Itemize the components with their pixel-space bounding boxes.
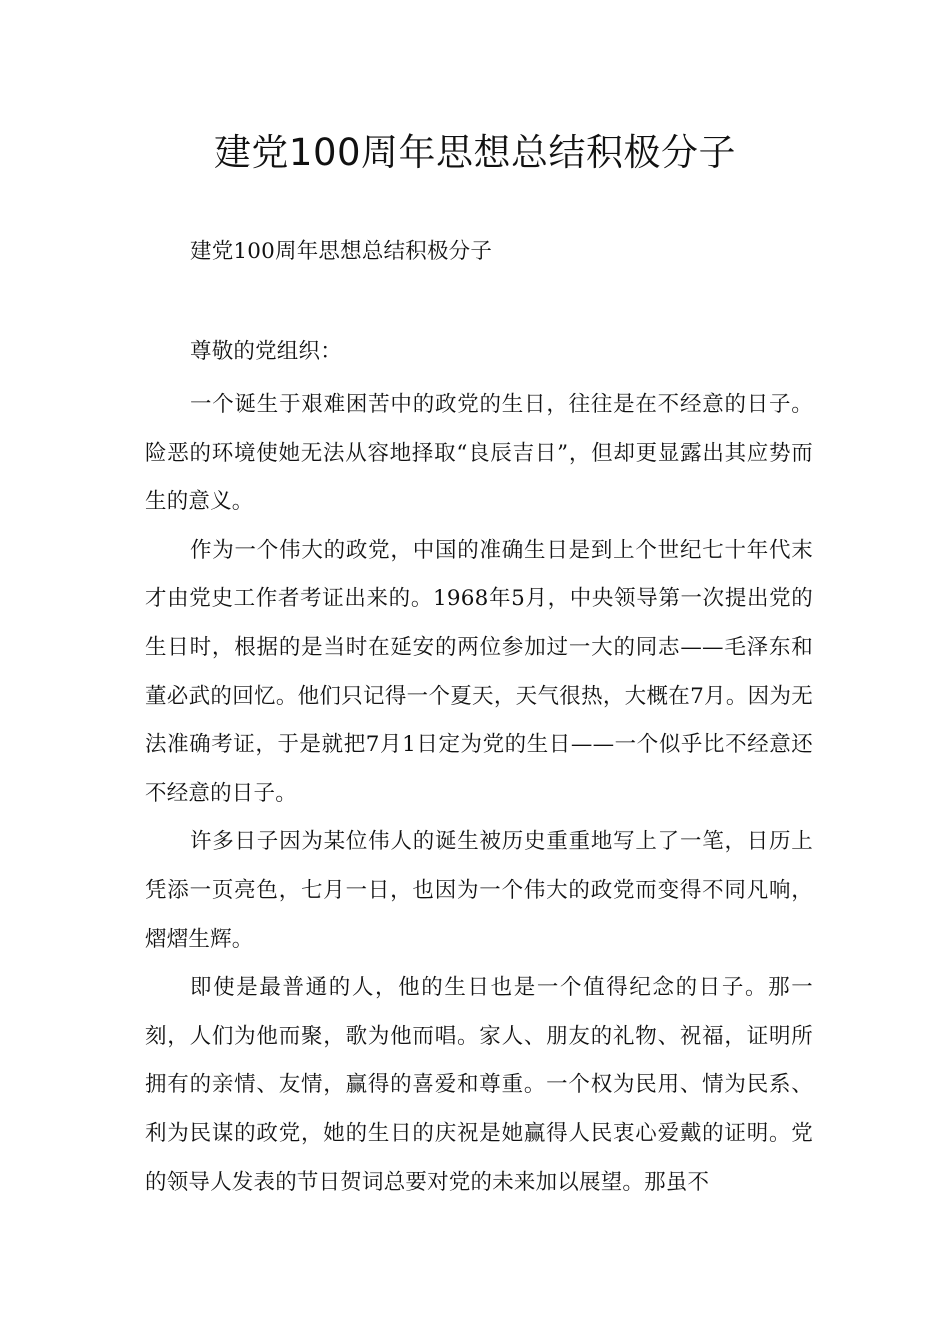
paragraph: 作为一个伟大的政党，中国的准确生日是到上个世纪七十年代末才由党史工作者考证出来的。1968年5月，中央领导第一次提出党的生日时，根据的是当时在延安的两位参加过一大的同志——毛泽东和董必武的回忆。他们只记得一个夏天，天气很热，大概在7月。因为无法准确考证，于是就把7月1日定为党的生日——一个似乎比不经意还不经意的日子。 [145,537,813,806]
paragraph: 即使是最普通的人，他的生日也是一个值得纪念的日子。那一刻，人们为他而聚，歌为他而唱。家人、朋友的礼物、祝福，证明所拥有的亲情、友情，赢得的喜爱和尊重。一个权为民用、情为民系、利为民谋的政党，她的生日的庆祝是她赢得人民衷心爱戴的证明。党的领导人发表的节日贺词总要对党的未来加以展望。那虽不 [145,975,813,1195]
paragraph: 一个诞生于艰难困苦中的政党的生日，往往是在不经意的日子。险恶的环境使她无法从容地择取“良辰吉日”，但却更显露出其应势而生的意义。 [145,392,813,515]
document-title: 建党100周年思想总结积极分子 [213,131,737,174]
document-body [145,381,813,1207]
document-subtitle: 建党100周年思想总结积极分子 [190,239,493,264]
salutation: 尊敬的党组织： [190,339,342,364]
paragraph: 许多日子因为某位伟人的诞生被历史重重地写上了一笔，日历上凭添一页亮色，七月一日，也因为一个伟大的政党而变得不同凡响，熠熠生辉。 [145,829,813,952]
